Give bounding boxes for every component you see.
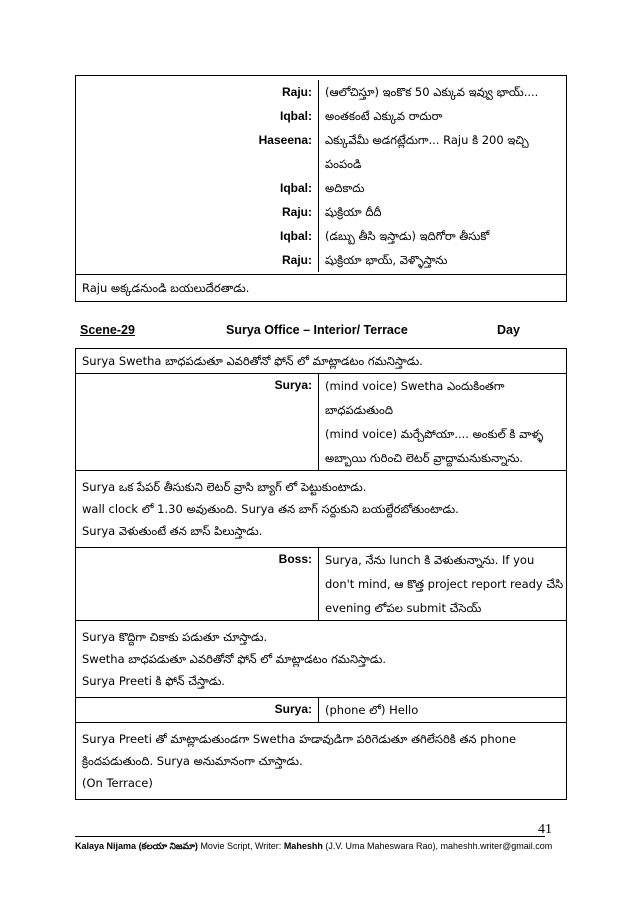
- speaker-name: Boss:: [278, 552, 312, 566]
- footer-writer: Maheshh: [283, 841, 323, 851]
- footer-text: Movie Script, Writer:: [200, 841, 282, 851]
- action-line: Surya Preeti తో మాట్లాడుతుండగా Swetha హడావుడిగా పరిగెడుతూ తగిలేసరికి తన phone: [82, 732, 517, 746]
- dialogue-line: బాధపడుతుంది: [325, 403, 393, 417]
- scene-number: Scene-29: [80, 323, 135, 337]
- dialogue-text: షుక్రియా దీదీ: [318, 200, 566, 224]
- action-line: Surya వెళుతుంటే తన బాస్ పిలుస్తాడు.: [82, 524, 263, 538]
- dialogue-line: (mind voice) మర్చేపోయా.... అంకుల్ కి వాళ్ళ: [325, 427, 544, 441]
- dialogue-row: [76, 152, 566, 176]
- footer-title: Kalaya Nijama: [75, 841, 137, 851]
- dialogue-line: (mind voice) Swetha ఎందుకింతగా: [325, 379, 505, 393]
- action-text: [76, 723, 522, 799]
- action-line: Surya Preeti కి ఫోన్ చేస్తాడు.: [82, 674, 225, 688]
- dialogue-text: అంతకంటే ఎక్కువ రాదురా: [318, 104, 566, 128]
- action-text: [76, 471, 465, 547]
- footer-title-telugu: (కలయా నిజమా): [138, 841, 198, 851]
- dialogue-text: షుక్రియా భాయ్, వెళ్ళొస్తాను: [318, 248, 566, 272]
- action-text: [76, 621, 392, 697]
- dialogue-row: [76, 104, 566, 128]
- speaker-name: Iqbal:: [280, 229, 312, 243]
- dialogue-row: [76, 248, 566, 272]
- speaker-name: [76, 152, 318, 176]
- dialogue-text: (డబ్బు తీసి ఇస్తాడు) ఇదిగోరా తీసుకో: [318, 224, 566, 248]
- scene-heading: [75, 323, 567, 343]
- action-line: wall clock లో 1.30 అవుతుంది. Surya తన బాగ్ సర్దుకుని బయల్దేరబోతుంటాడు.: [82, 502, 459, 516]
- dialogue-row: [76, 373, 566, 470]
- dialogue-text: [318, 698, 566, 722]
- speaker-name: Raju:: [282, 205, 312, 219]
- action-row: [76, 349, 566, 373]
- dialogue-text: అదికాదు: [318, 176, 566, 200]
- dialogue-line: Surya, నేను lunch కి వెళుతున్నాను. If you: [325, 553, 535, 567]
- action-line: క్రిందపడుతుంది. Surya అనుమానంగా చూస్తాడు.: [82, 754, 303, 768]
- dialogue-text: [318, 548, 566, 620]
- speaker-name: Surya:: [274, 702, 312, 716]
- footer-divider: [75, 836, 545, 837]
- action-row: [76, 470, 566, 547]
- action-row: [76, 722, 566, 799]
- dialogue-line: అబ్బాయి గురించి లెటర్ వ్రాద్దామనుకున్నాను.: [325, 451, 523, 465]
- dialogue-row: [76, 697, 566, 722]
- speaker-name: Iqbal:: [280, 181, 312, 195]
- action-line: Surya ఒక పేపర్ తీసుకుని లెటర్ వ్రాసి బ్యాగ్ లో పెట్టుకుంటాడు.: [82, 480, 367, 494]
- speaker-name: Iqbal:: [280, 109, 312, 123]
- dialogue-row: [76, 128, 566, 152]
- action-text: Raju అక్కడనుండి బయలుదేరతాడు.: [82, 281, 250, 295]
- action-row: [76, 620, 566, 697]
- dialogue-text: [318, 374, 566, 470]
- dialogue-row: [76, 224, 566, 248]
- dialogue-line: (phone లో) Hello: [325, 703, 419, 717]
- dialogue-row: [76, 200, 566, 224]
- speaker-name: Surya:: [274, 378, 312, 392]
- speaker-name: Raju:: [282, 85, 312, 99]
- footer-text-2: (J.V. Uma Maheswara Rao), maheshh.writer@gmail.com: [325, 841, 553, 851]
- footer-credits: [75, 841, 552, 854]
- action-line: Surya కొద్దిగా చికాకు పడుతూ చూస్తాడు.: [82, 630, 268, 644]
- dialogue-text: (ఆలోచిస్తూ) ఇంకొక 50 ఎక్కువ ఇవ్వు భాయ్....: [318, 80, 566, 104]
- action-line: (On Terrace): [82, 776, 153, 790]
- dialogue-row: [76, 176, 566, 200]
- page-number: 41: [538, 822, 552, 837]
- action-line: Surya Swetha బాధపడుతూ ఎవరితోనో ఫోన్ లో మాట్లాడటం గమనిస్తాడు.: [82, 354, 423, 368]
- action-text: [76, 349, 429, 373]
- scene-time: Day: [497, 323, 520, 337]
- speaker-name: Raju:: [282, 253, 312, 267]
- dialogue-row: [76, 80, 566, 104]
- scene-location: Surya Office – Interior/ Terrace: [226, 323, 408, 337]
- dialogue-text: ఎక్కువేమీ అడగట్లేదుగా... Raju కి 200 ఇచ్చి: [318, 128, 566, 152]
- dialogue-table-2: [75, 348, 567, 800]
- dialogue-row: [76, 547, 566, 620]
- dialogue-table-1: [75, 75, 567, 302]
- dialogue-list: [76, 76, 566, 274]
- dialogue-text: పంపండి: [318, 152, 566, 176]
- action-row: [76, 274, 566, 301]
- action-line: Swetha బాధపడుతూ ఎవరితోనో ఫోన్ లో మాట్లాడటం గమనిస్తాడు.: [82, 652, 387, 666]
- speaker-name: Haseena:: [258, 133, 312, 147]
- dialogue-line: evening లోపల submit చేసెయ్: [325, 601, 482, 615]
- dialogue-line: don't mind, ఆ కొత్త project report ready చేసి: [325, 577, 564, 591]
